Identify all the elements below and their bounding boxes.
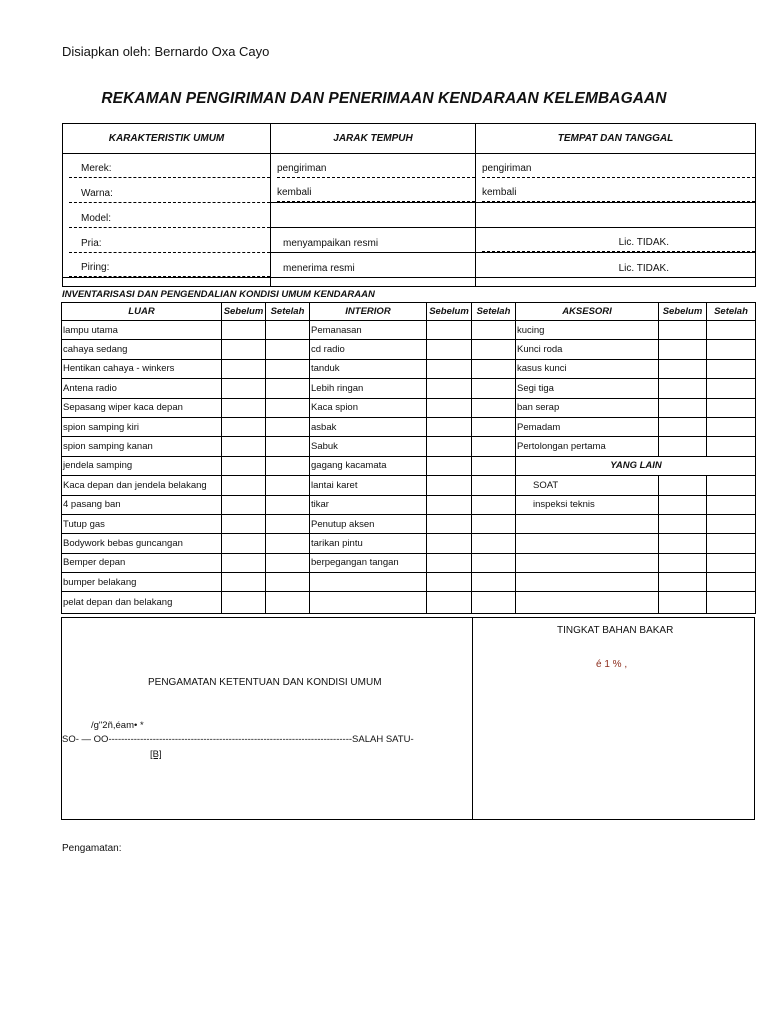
- interior-after-check[interactable]: [472, 514, 516, 533]
- table-row: [62, 321, 756, 340]
- accessory-after-check[interactable]: [707, 417, 756, 436]
- brand-field[interactable]: Merek:: [69, 162, 270, 178]
- exterior-before-check[interactable]: [222, 437, 266, 456]
- exterior-item: bumper belakang: [62, 573, 222, 592]
- accessory-item: kucing: [516, 321, 659, 340]
- exterior-before-check[interactable]: [222, 592, 266, 614]
- accessory-item: Pertolongan pertama: [516, 437, 659, 456]
- interior-before-check[interactable]: [427, 379, 472, 398]
- inventory-header-7: Sebelum: [659, 303, 707, 321]
- interior-before-check[interactable]: [427, 573, 472, 592]
- exterior-after-check[interactable]: [266, 534, 310, 553]
- fuel-level-box: [471, 617, 755, 820]
- accessory-after-check[interactable]: [707, 340, 756, 359]
- table-row: [62, 398, 756, 417]
- other-after-check[interactable]: [707, 553, 756, 572]
- interior-before-check[interactable]: [427, 476, 472, 495]
- exterior-item: Bemper depan: [62, 553, 222, 572]
- exterior-item: Hentikan cahaya - winkers: [62, 359, 222, 378]
- notes-label: Pengamatan:: [62, 843, 122, 854]
- license-no-field-2[interactable]: Lic. TIDAK.: [618, 263, 669, 274]
- exterior-before-check[interactable]: [222, 340, 266, 359]
- accessory-before-check[interactable]: [659, 340, 707, 359]
- interior-before-check[interactable]: [427, 514, 472, 533]
- exterior-item: Sepasang wiper kaca depan: [62, 398, 222, 417]
- exterior-after-check[interactable]: [266, 417, 310, 436]
- interior-item: asbak: [310, 417, 427, 436]
- header-place-date: TEMPAT DAN TANGGAL: [476, 124, 756, 154]
- exterior-item: Bodywork bebas guncangan: [62, 534, 222, 553]
- other-after-check[interactable]: [707, 534, 756, 553]
- interior-item: gagang kacamata: [310, 456, 427, 475]
- license-no-field-1[interactable]: Lic. TIDAK.: [482, 236, 755, 252]
- interior-after-check[interactable]: [472, 340, 516, 359]
- delivered-officially-field[interactable]: menyampaikan resmi: [283, 238, 379, 249]
- exterior-item: spion samping kiri: [62, 417, 222, 436]
- man-field[interactable]: Pria:: [69, 237, 270, 253]
- inventory-header-8: Setelah: [707, 303, 756, 321]
- interior-before-check[interactable]: [427, 398, 472, 417]
- inventory-section-title: INVENTARISASI DAN PENGENDALIAN KONDISI UMUM KENDARAAN: [62, 289, 375, 300]
- interior-item: [310, 573, 427, 592]
- observations-title: PENGAMATAN KETENTUAN DAN KONDISI UMUM: [148, 677, 382, 688]
- accessory-before-check[interactable]: [659, 398, 707, 417]
- interior-item: Lebih ringan: [310, 379, 427, 398]
- interior-item: tarikan pintu: [310, 534, 427, 553]
- other-after-check[interactable]: [707, 592, 756, 614]
- other-item: inspeksi teknis: [516, 495, 659, 514]
- inventory-header-3: INTERIOR: [310, 303, 427, 321]
- other-before-check[interactable]: [659, 553, 707, 572]
- accessory-after-check[interactable]: [707, 321, 756, 340]
- interior-item: Pemanasan: [310, 321, 427, 340]
- accessory-item: ban serap: [516, 398, 659, 417]
- other-item: [516, 514, 659, 533]
- inventory-header-2: Setelah: [266, 303, 310, 321]
- signature-line: SO- — OO-----------------------------------------------------------------------------SALAH SATU-: [62, 734, 414, 745]
- exterior-after-check[interactable]: [266, 553, 310, 572]
- interior-item: [310, 592, 427, 614]
- exterior-before-check[interactable]: [222, 514, 266, 533]
- exterior-after-check[interactable]: [266, 514, 310, 533]
- other-before-check[interactable]: [659, 534, 707, 553]
- interior-item: Penutup aksen: [310, 514, 427, 533]
- header-general: KARAKTERISTIK UMUM: [63, 124, 271, 154]
- accessory-before-check[interactable]: [659, 437, 707, 456]
- interior-before-check[interactable]: [427, 456, 472, 475]
- accessory-before-check[interactable]: [659, 417, 707, 436]
- inventory-header-row: [62, 303, 756, 321]
- model-field[interactable]: Model:: [69, 212, 270, 228]
- interior-after-check[interactable]: [472, 573, 516, 592]
- exterior-before-check[interactable]: [222, 321, 266, 340]
- inventory-header-0: LUAR: [62, 303, 222, 321]
- interior-before-check[interactable]: [427, 437, 472, 456]
- observations-box: [61, 617, 473, 820]
- interior-before-check[interactable]: [427, 321, 472, 340]
- exterior-after-check[interactable]: [266, 321, 310, 340]
- color-field[interactable]: Warna:: [69, 187, 270, 203]
- inventory-header-5: Setelah: [472, 303, 516, 321]
- place-delivery-field[interactable]: pengiriman: [482, 162, 755, 178]
- prepared-by: Disiapkan oleh: Bernardo Oxa Cayo: [62, 44, 270, 59]
- accessory-before-check[interactable]: [659, 321, 707, 340]
- inventory-header-1: Sebelum: [222, 303, 266, 321]
- table-row: [62, 340, 756, 359]
- interior-after-check[interactable]: [472, 553, 516, 572]
- other-after-check[interactable]: [707, 495, 756, 514]
- exterior-after-check[interactable]: [266, 495, 310, 514]
- other-before-check[interactable]: [659, 592, 707, 614]
- interior-before-check[interactable]: [427, 340, 472, 359]
- interior-after-check[interactable]: [472, 359, 516, 378]
- mileage-delivery-field[interactable]: pengiriman: [277, 162, 475, 178]
- exterior-after-check[interactable]: [266, 476, 310, 495]
- table-row: [62, 437, 756, 456]
- exterior-after-check[interactable]: [266, 573, 310, 592]
- exterior-item: spion samping kanan: [62, 437, 222, 456]
- exterior-after-check[interactable]: [266, 592, 310, 614]
- accessory-item: kasus kunci: [516, 359, 659, 378]
- exterior-before-check[interactable]: [222, 495, 266, 514]
- table-row: [62, 573, 756, 592]
- other-item: [516, 573, 659, 592]
- table-row: [62, 476, 756, 495]
- exterior-item: Antena radio: [62, 379, 222, 398]
- place-return-field[interactable]: kembali: [482, 186, 755, 202]
- exterior-after-check[interactable]: [266, 359, 310, 378]
- other-section-label: YANG LAIN: [516, 456, 756, 475]
- exterior-after-check[interactable]: [266, 340, 310, 359]
- interior-after-check[interactable]: [472, 437, 516, 456]
- fuel-level-title: TINGKAT BAHAN BAKAR: [557, 625, 674, 636]
- exterior-before-check[interactable]: [222, 417, 266, 436]
- exterior-before-check[interactable]: [222, 534, 266, 553]
- table-row: [62, 514, 756, 533]
- document-title: REKAMAN PENGIRIMAN DAN PENERIMAAN KENDARAAN KELEMBAGAAN: [101, 90, 667, 107]
- interior-before-check[interactable]: [427, 417, 472, 436]
- interior-before-check[interactable]: [427, 495, 472, 514]
- exterior-item: lampu utama: [62, 321, 222, 340]
- exterior-item: jendela samping: [62, 456, 222, 475]
- other-before-check[interactable]: [659, 573, 707, 592]
- exterior-item: 4 pasang ban: [62, 495, 222, 514]
- other-item: [516, 534, 659, 553]
- exterior-before-check[interactable]: [222, 379, 266, 398]
- fuel-level-value: é 1 % ,: [596, 659, 628, 670]
- accessory-after-check[interactable]: [707, 379, 756, 398]
- interior-before-check[interactable]: [427, 359, 472, 378]
- accessory-item: Segi tiga: [516, 379, 659, 398]
- interior-before-check[interactable]: [427, 553, 472, 572]
- exterior-before-check[interactable]: [222, 456, 266, 475]
- other-item: [516, 592, 659, 614]
- accessory-item: Kunci roda: [516, 340, 659, 359]
- interior-item: cd radio: [310, 340, 427, 359]
- inventory-header-6: AKSESORI: [516, 303, 659, 321]
- signature-mark: [B]: [150, 749, 162, 760]
- header-mileage: JARAK TEMPUH: [271, 124, 476, 154]
- exterior-item: pelat depan dan belakang: [62, 592, 222, 614]
- other-after-check[interactable]: [707, 573, 756, 592]
- interior-after-check[interactable]: [472, 417, 516, 436]
- interior-after-check[interactable]: [472, 534, 516, 553]
- exterior-before-check[interactable]: [222, 398, 266, 417]
- exterior-item: cahaya sedang: [62, 340, 222, 359]
- general-characteristics-table: [62, 123, 756, 287]
- table-row: [62, 417, 756, 436]
- interior-item: lantai karet: [310, 476, 427, 495]
- accessory-after-check[interactable]: [707, 398, 756, 417]
- interior-after-check[interactable]: [472, 321, 516, 340]
- exterior-before-check[interactable]: [222, 553, 266, 572]
- table-row: [62, 359, 756, 378]
- interior-item: Kaca spion: [310, 398, 427, 417]
- plate-field[interactable]: Piring:: [69, 261, 270, 277]
- interior-after-check[interactable]: [472, 592, 516, 614]
- accessory-item: Pemadam: [516, 417, 659, 436]
- exterior-before-check[interactable]: [222, 359, 266, 378]
- interior-after-check[interactable]: [472, 398, 516, 417]
- other-item: SOAT: [516, 476, 659, 495]
- signature-scribble: /g"2ñ,éam• *: [91, 720, 144, 731]
- accessory-before-check[interactable]: [659, 379, 707, 398]
- table-row: [62, 553, 756, 572]
- exterior-after-check[interactable]: [266, 437, 310, 456]
- received-officially-field[interactable]: menerima resmi: [283, 263, 355, 274]
- interior-item: tikar: [310, 495, 427, 514]
- interior-after-check[interactable]: [472, 379, 516, 398]
- accessory-after-check[interactable]: [707, 437, 756, 456]
- inventory-header-4: Sebelum: [427, 303, 472, 321]
- exterior-before-check[interactable]: [222, 573, 266, 592]
- other-before-check[interactable]: [659, 476, 707, 495]
- interior-item: Sabuk: [310, 437, 427, 456]
- mileage-return-field[interactable]: kembali: [277, 186, 475, 202]
- table-row: [62, 592, 756, 614]
- exterior-before-check[interactable]: [222, 476, 266, 495]
- interior-item: tanduk: [310, 359, 427, 378]
- interior-after-check[interactable]: [472, 476, 516, 495]
- interior-item: berpegangan tangan: [310, 553, 427, 572]
- exterior-after-check[interactable]: [266, 456, 310, 475]
- interior-after-check[interactable]: [472, 456, 516, 475]
- other-before-check[interactable]: [659, 495, 707, 514]
- other-before-check[interactable]: [659, 514, 707, 533]
- accessory-before-check[interactable]: [659, 359, 707, 378]
- exterior-after-check[interactable]: [266, 379, 310, 398]
- other-after-check[interactable]: [707, 514, 756, 533]
- table-row: [62, 379, 756, 398]
- interior-after-check[interactable]: [472, 495, 516, 514]
- exterior-after-check[interactable]: [266, 398, 310, 417]
- inventory-table: [61, 302, 756, 614]
- exterior-item: Tutup gas: [62, 514, 222, 533]
- interior-before-check[interactable]: [427, 592, 472, 614]
- other-item: [516, 553, 659, 572]
- table-row: [62, 534, 756, 553]
- table-row: [62, 495, 756, 514]
- other-after-check[interactable]: [707, 476, 756, 495]
- interior-before-check[interactable]: [427, 534, 472, 553]
- accessory-after-check[interactable]: [707, 359, 756, 378]
- table-row: [62, 456, 756, 475]
- exterior-item: Kaca depan dan jendela belakang: [62, 476, 222, 495]
